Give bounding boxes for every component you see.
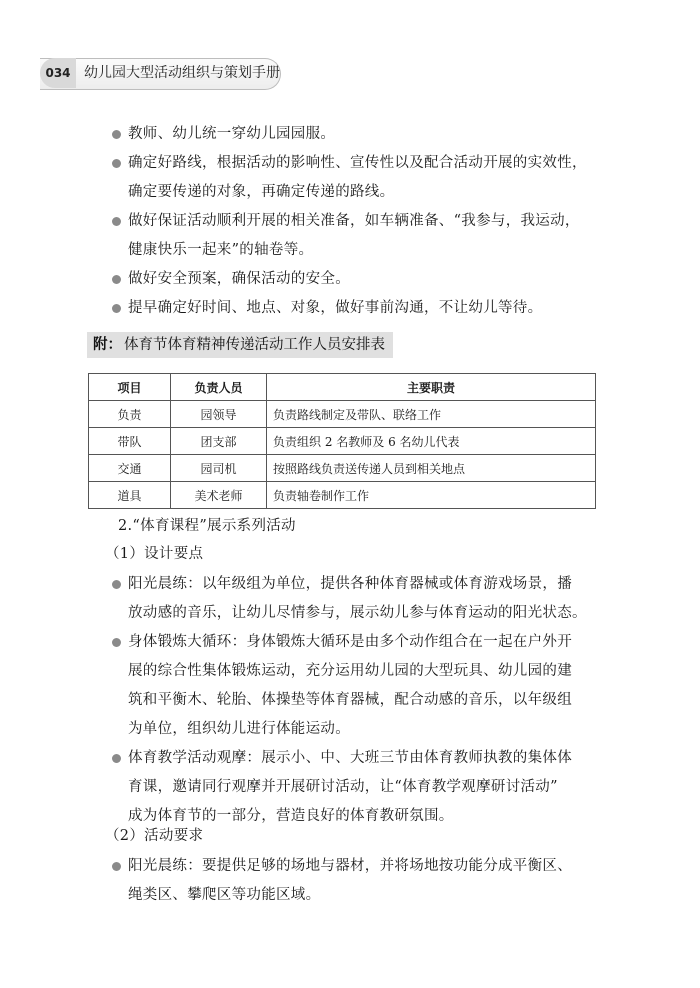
bullet-list-design (112, 570, 602, 831)
table-cell-duty: 负责组织 2 名教师及 6 名幼儿代表 (267, 428, 596, 455)
bullet-line: 阳光晨练：以年级组为单位，提供各种体育器械或体育游戏场景，播 (128, 576, 572, 592)
bullet-item (112, 120, 602, 149)
bullet-line: 健康快乐一起来”的轴卷等。 (128, 242, 314, 258)
table-cell-item: 带队 (89, 428, 171, 455)
table-cell-person: 美术老师 (171, 482, 267, 509)
bullet-line: 提早确定好时间、地点、对象，做好事前沟通，不让幼儿等待。 (128, 300, 543, 316)
bullet-line: 育课，邀请同行观摩并开展研讨活动，让“体育教学观摩研讨活动” (128, 779, 558, 795)
bullet-line: 做好保证活动顺利开展的相关准备，如车辆准备、“我参与，我运动， (128, 213, 580, 229)
bullet-item (112, 265, 602, 294)
table-cell-person: 园司机 (171, 455, 267, 482)
bullet-line: 为单位，组织幼儿进行体能运动。 (128, 721, 350, 737)
table-cell-duty: 按照路线负责送传递人员到相关地点 (267, 455, 596, 482)
bullet-line: 筑和平衡木、轮胎、体操垫等体育器械，配合动感的音乐，以年级组 (128, 692, 572, 708)
appendix-tag: 附： (93, 337, 122, 353)
table-header-cell: 项目 (89, 374, 171, 401)
bullet-line: 教师、幼儿统一穿幼儿园园服。 (128, 126, 336, 142)
staff-table (88, 373, 596, 509)
bullet-item (112, 744, 602, 831)
bullet-line: 阳光晨练：要提供足够的场地与器材，并将场地按功能分成平衡区、 (128, 858, 572, 874)
table-row (89, 482, 596, 509)
table-cell-duty: 负责路线制定及带队、联络工作 (267, 401, 596, 428)
bullet-item (112, 570, 602, 628)
bullet-line: 做好安全预案，确保活动的安全。 (128, 271, 350, 287)
appendix-title: 体育节体育精神传递活动工作人员安排表 (124, 337, 385, 353)
bullet-line: 成为体育节的一部分，营造良好的体育教研氛围。 (128, 808, 454, 824)
bullet-item (112, 628, 602, 744)
table-header-row (89, 374, 596, 401)
table-cell-item: 交通 (89, 455, 171, 482)
table-cell-person: 园领导 (171, 401, 267, 428)
table-header-cell: 主要职责 (267, 374, 596, 401)
bullet-list-requirements (112, 852, 602, 910)
table-cell-item: 道具 (89, 482, 171, 509)
table-row (89, 428, 596, 455)
bullet-line: 绳类区、攀爬区等功能区域。 (128, 887, 321, 903)
bullet-item (112, 207, 602, 265)
table-row (89, 401, 596, 428)
subsection-title-1: （1）设计要点 (105, 546, 204, 562)
bullet-line: 展的综合性集体锻炼运动，充分运用幼儿园的大型玩具、幼儿园的建 (128, 663, 572, 679)
page-number: 034 (40, 58, 76, 88)
section-title: 2.“体育课程”展示系列活动 (118, 518, 296, 534)
table-cell-duty: 负责轴卷制作工作 (267, 482, 596, 509)
bullet-line: 体育教学活动观摩：展示小、中、大班三节由体育教师执教的集体体 (128, 750, 572, 766)
table-cell-item: 负责 (89, 401, 171, 428)
bullet-line: 身体锻炼大循环：身体锻炼大循环是由多个动作组合在一起在户外开 (128, 634, 572, 650)
bullet-line: 放动感的音乐，让幼儿尽情参与，展示幼儿参与体育运动的阳光状态。 (128, 605, 587, 621)
bullet-item (112, 852, 602, 910)
bullet-list-top (112, 120, 602, 323)
bullet-line: 确定好路线，根据活动的影响性、宣传性以及配合活动开展的实效性， (128, 155, 587, 171)
table-header-cell: 负责人员 (171, 374, 267, 401)
appendix-heading (87, 332, 393, 358)
bullet-item (112, 149, 602, 207)
table-row (89, 455, 596, 482)
bullet-item (112, 294, 602, 323)
subsection-title-2: （2）活动要求 (105, 828, 204, 844)
book-title: 幼儿园大型活动组织与策划手册 (84, 65, 280, 81)
bullet-line: 确定要传递的对象，再确定传递的路线。 (128, 184, 395, 200)
table-cell-person: 团支部 (171, 428, 267, 455)
